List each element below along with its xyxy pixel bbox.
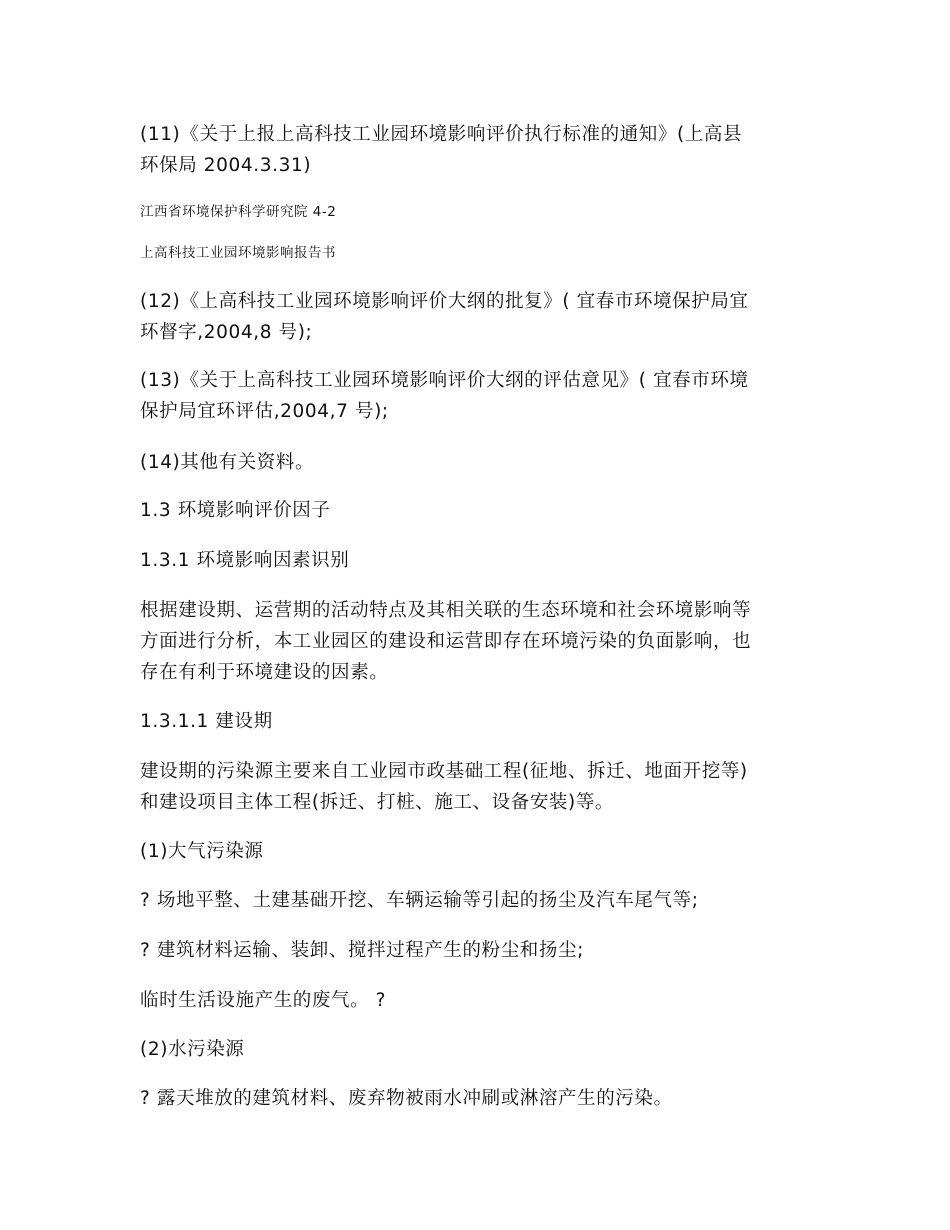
item-13-line-2: 保护局宜环评估,2004,7 号); bbox=[140, 401, 389, 422]
item-14: (14)其他有关资料。 bbox=[140, 452, 315, 473]
air-pollution-item-2: ? 建筑材料运输、装卸、搅拌过程产生的粉尘和扬尘; bbox=[140, 940, 584, 961]
paragraph-2-line-1: 建设期的污染源主要来自工业园市政基础工程(征地、拆迁、地面开挖等) bbox=[140, 761, 748, 782]
section-1-3-heading: 1.3 环境影响评价因子 bbox=[140, 500, 331, 521]
paragraph-1-line-1: 根据建设期、运营期的活动特点及其相关联的生态环境和社会环境影响等 bbox=[140, 600, 752, 621]
paragraph-1-line-3: 存在有利于环境建设的因素。 bbox=[140, 662, 389, 683]
air-pollution-title: (1)大气污染源 bbox=[140, 841, 264, 862]
air-pollution-item-1: ? 场地平整、土建基础开挖、车辆运输等引起的扬尘及汽车尾气等; bbox=[140, 890, 699, 911]
water-pollution-title: (2)水污染源 bbox=[140, 1039, 245, 1060]
section-1-3-1-1-heading: 1.3.1.1 建设期 bbox=[140, 711, 273, 732]
section-1-3-1-heading: 1.3.1 环境影响因素识别 bbox=[140, 550, 350, 571]
item-11-line-2: 环保局 2004.3.31) bbox=[140, 155, 312, 176]
item-13-line-1: (13)《关于上高科技工业园环境影响评价大纲的评估意见》( 宜春市环境 bbox=[140, 370, 749, 391]
paragraph-2-line-2: 和建设项目主体工程(拆迁、打桩、施工、设备安装)等。 bbox=[140, 792, 615, 813]
page-footer: 江西省环境保护科学研究院 4-2 bbox=[140, 204, 337, 220]
paragraph-1-line-2: 方面进行分析，本工业园区的建设和运营即存在环境污染的负面影响，也 bbox=[140, 631, 752, 652]
page-header: 上高科技工业园环境影响报告书 bbox=[140, 245, 336, 261]
item-12-line-2: 环督字,2004,8 号); bbox=[140, 322, 313, 343]
item-11-line-1: (11)《关于上报上高科技工业园环境影响评价执行标准的通知》(上高县 bbox=[140, 124, 743, 145]
air-pollution-item-3: 临时生活设施产生的废气。 ? bbox=[140, 990, 387, 1011]
water-pollution-item-1: ? 露天堆放的建筑材料、废弃物被雨水冲刷或淋溶产生的污染。 bbox=[140, 1088, 673, 1109]
item-12-line-1: (12)《上高科技工业园环境影响评价大纲的批复》( 宜春市环境保护局宜 bbox=[140, 291, 749, 312]
